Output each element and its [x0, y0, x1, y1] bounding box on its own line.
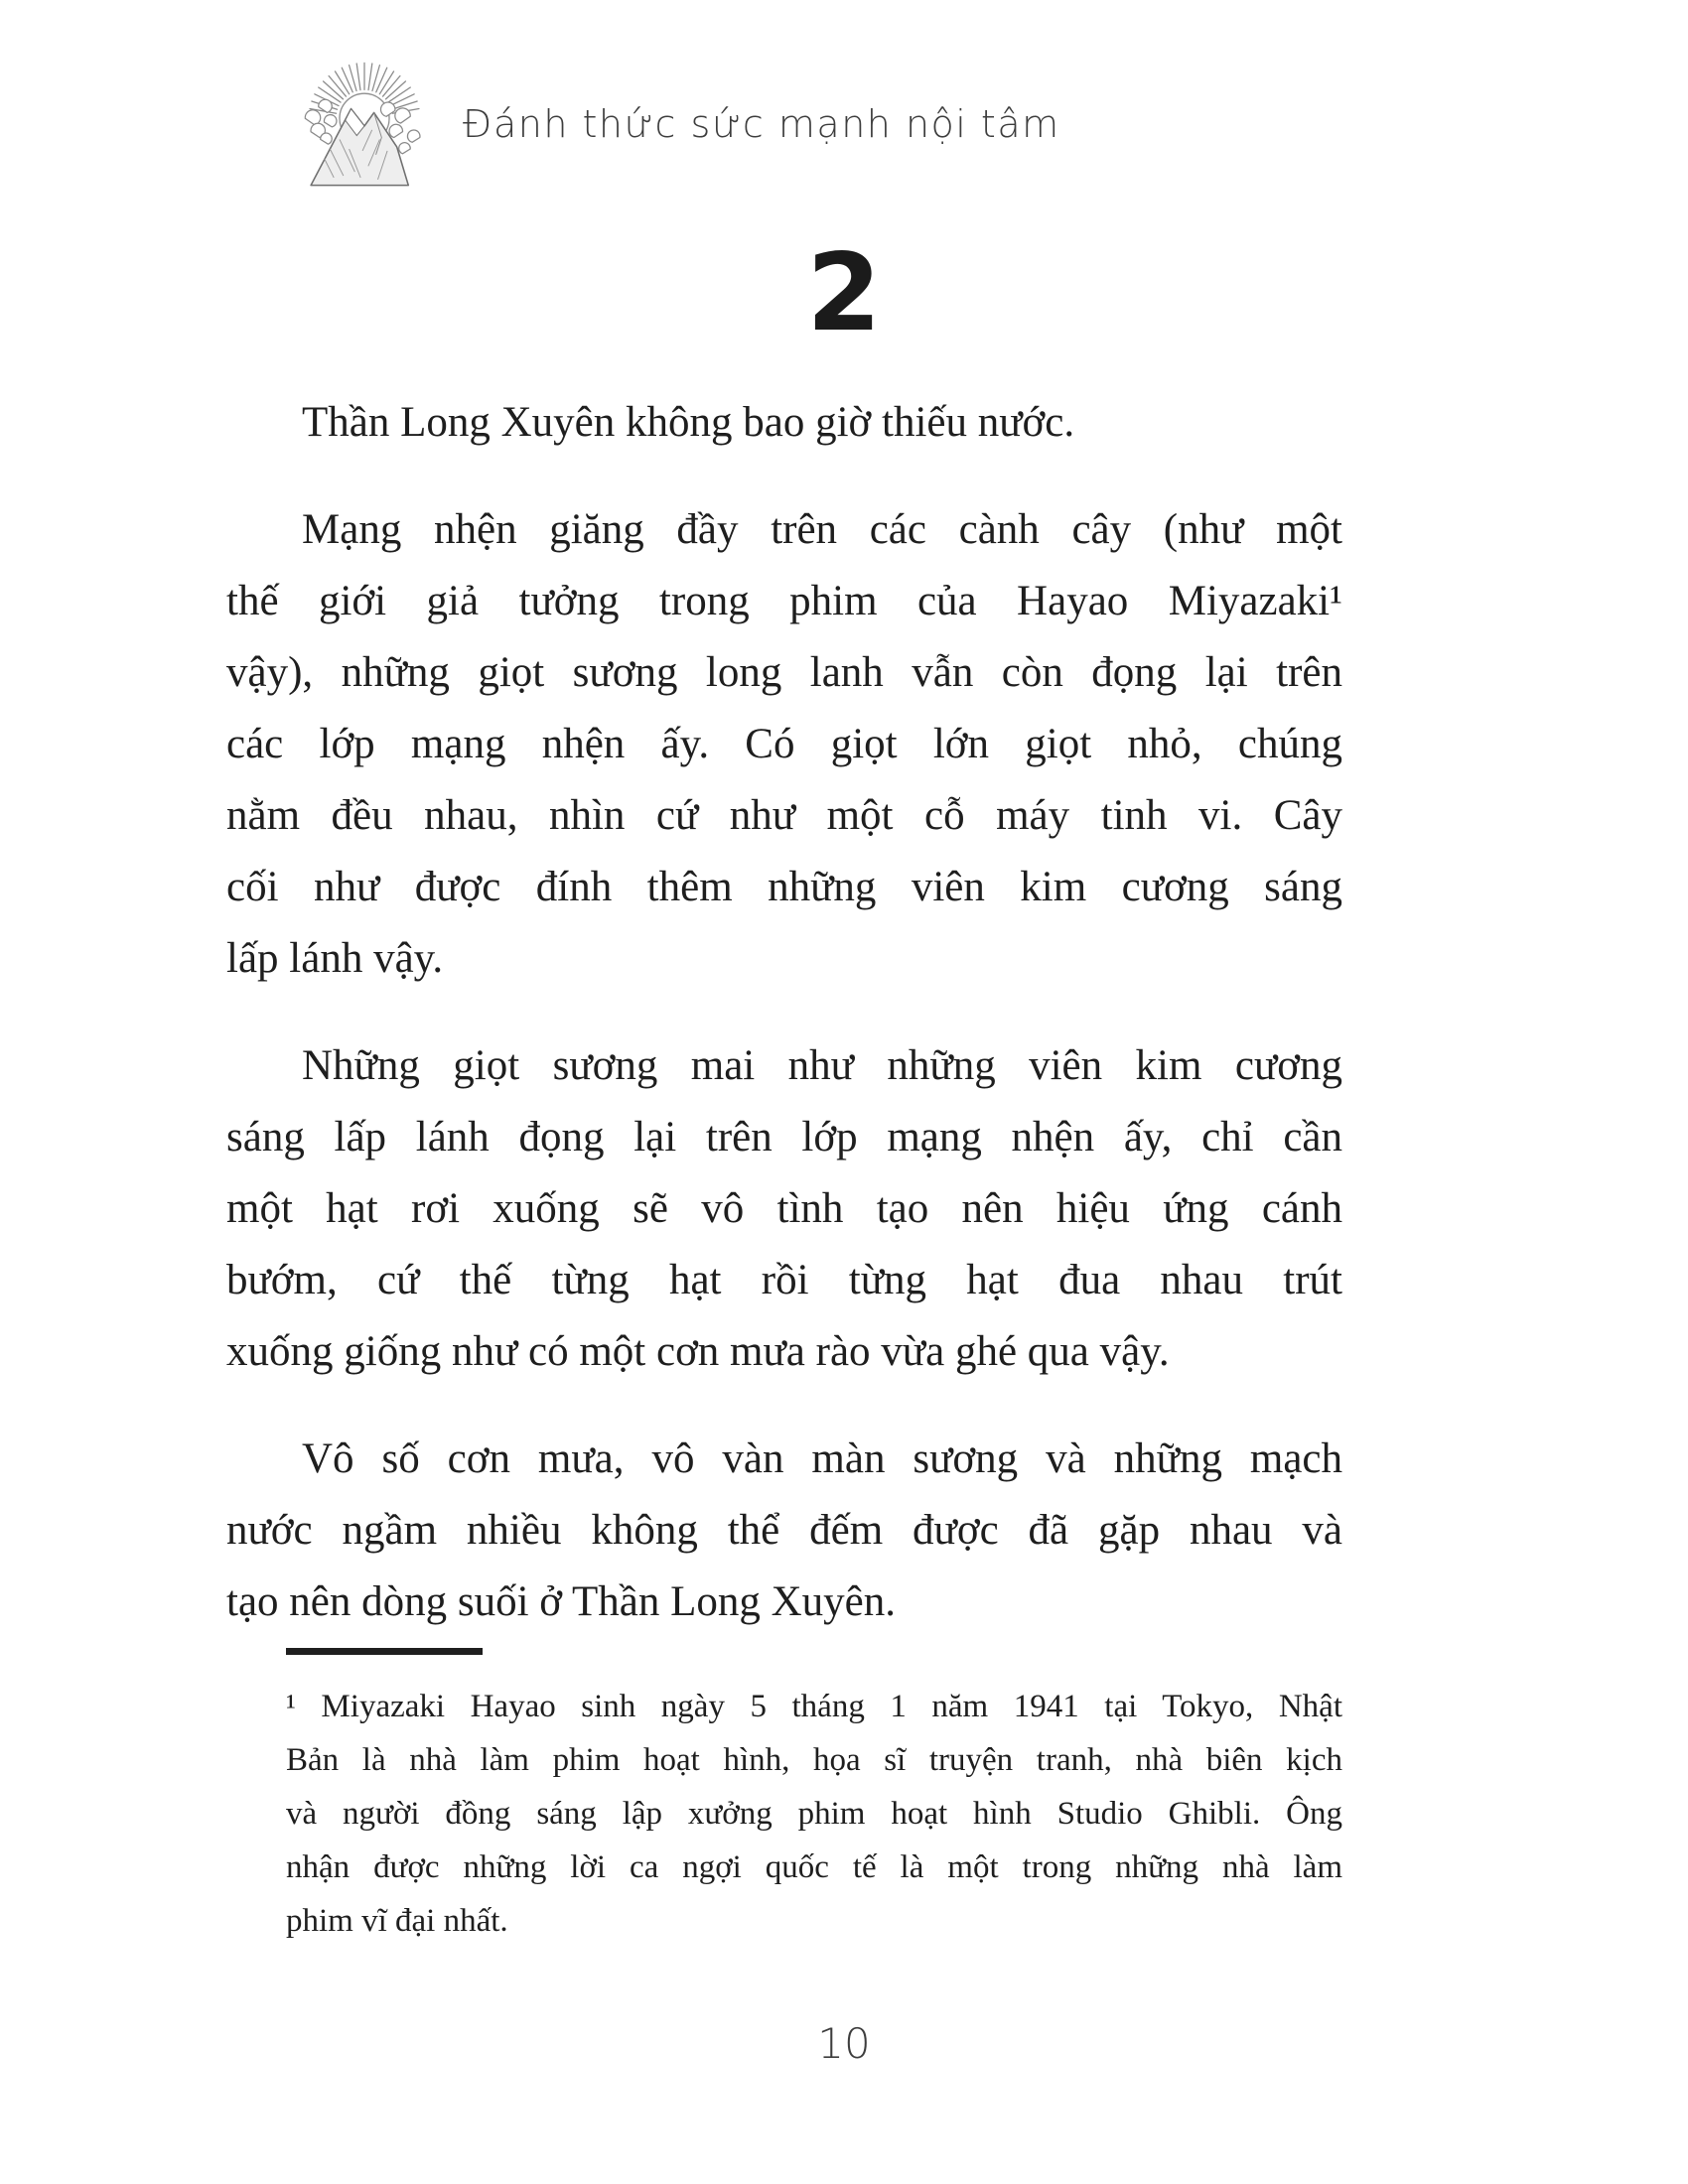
- footnote: [286, 1680, 1342, 1948]
- footnote-line: nhận được những lời ca ngợi quốc tế là một trong những nhà làm: [286, 1849, 1342, 1885]
- mountain-sun-logo: [288, 57, 441, 192]
- footnote-line: phim vĩ đại nhất.: [286, 1903, 508, 1939]
- text-line: Những giọt sương mai như những viên kim cương: [302, 1042, 1342, 1089]
- chapter-heading: [0, 231, 1688, 355]
- text-line: sáng lấp lánh đọng lại trên lớp mạng nhện ấy, chỉ cần: [226, 1114, 1342, 1160]
- text-line: Vô số cơn mưa, vô vàn màn sương và những mạch: [302, 1435, 1342, 1482]
- running-head-title: Đánh thức sức mạnh nội tâm: [463, 102, 1060, 146]
- page-number: 10: [817, 2019, 871, 2068]
- footnote-line: Bản là nhà làm phim hoạt hình, họa sĩ truyện tranh, nhà biên kịch: [286, 1742, 1342, 1778]
- chapter-number: 2: [806, 231, 882, 355]
- text-line: các lớp mạng nhện ấy. Có giọt lớn giọt nhỏ, chúng: [226, 721, 1342, 767]
- body-paragraph: [226, 387, 1342, 459]
- body-paragraph: [226, 1424, 1342, 1638]
- clouds-left: [305, 99, 337, 144]
- text-line: vậy), những giọt sương long lanh vẫn còn đọng lại trên: [226, 649, 1342, 696]
- footnote-line: ¹ Miyazaki Hayao sinh ngày 5 tháng 1 năm 1941 tại Tokyo, Nhật: [286, 1689, 1342, 1724]
- page-header: [288, 52, 1060, 197]
- body-text: [226, 387, 1342, 1674]
- footnote-separator: [286, 1648, 483, 1655]
- text-line: một hạt rơi xuống sẽ vô tình tạo nên hiệu ứng cánh: [226, 1185, 1342, 1232]
- text-line: Mạng nhện giăng đầy trên các cành cây (như một: [302, 506, 1342, 553]
- text-line: thế giới giả tưởng trong phim của Hayao Miyazaki¹: [226, 578, 1342, 624]
- body-paragraph: [226, 494, 1342, 995]
- text-line: tạo nên dòng suối ở Thần Long Xuyên.: [226, 1578, 897, 1625]
- footnote-line: và người đồng sáng lập xưởng phim hoạt hình Studio Ghibli. Ông: [286, 1796, 1342, 1832]
- text-line: lấp lánh vậy.: [226, 935, 444, 982]
- text-line: cối như được đính thêm những viên kim cương sáng: [226, 864, 1342, 910]
- text-line: bướm, cứ thế từng hạt rồi từng hạt đua nhau trút: [226, 1257, 1342, 1303]
- text-line: nước ngầm nhiều không thể đếm được đã gặp nhau và: [226, 1507, 1342, 1554]
- text-line: nằm đều nhau, nhìn cứ như một cỗ máy tinh vi. Cây: [226, 792, 1342, 839]
- text-line: xuống giống như có một cơn mưa rào vừa ghé qua vậy.: [226, 1328, 1170, 1375]
- body-paragraph: [226, 1030, 1342, 1388]
- text-line: Thần Long Xuyên không bao giờ thiếu nước.: [302, 399, 1075, 446]
